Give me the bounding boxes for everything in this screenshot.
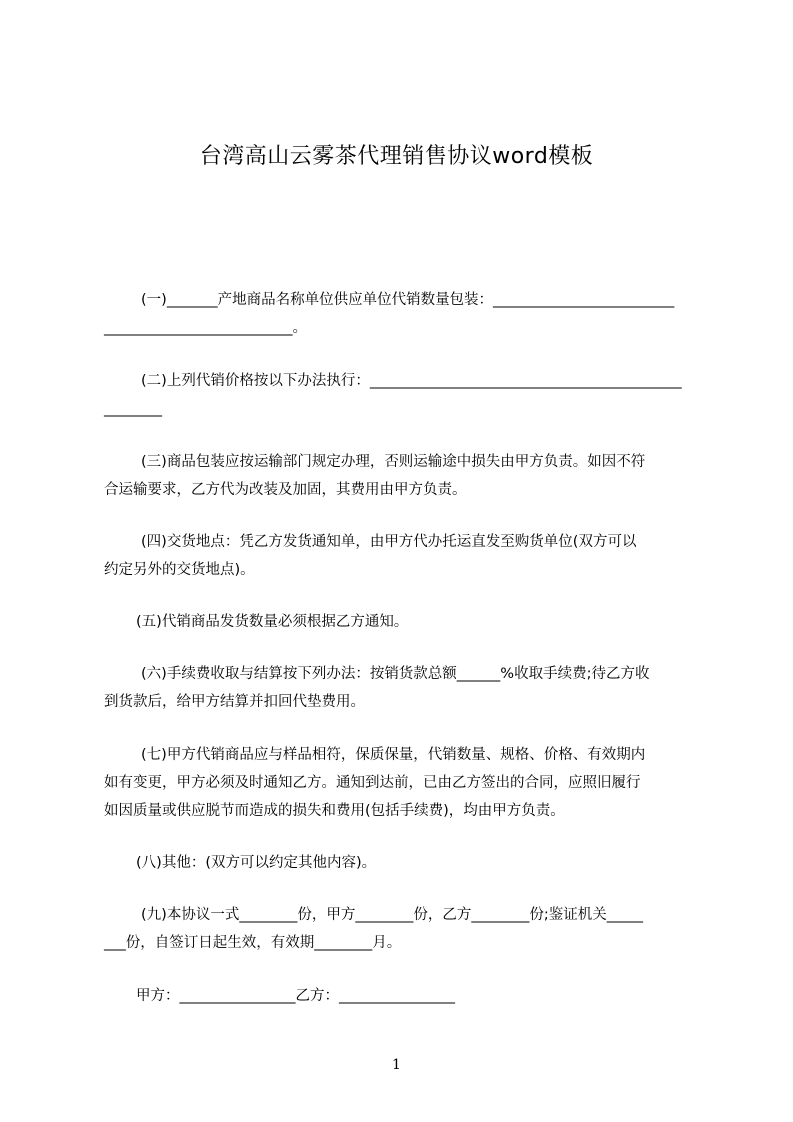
clause-3-line-1: (三)商品包装应按运输部门规定办理，否则运输途中损失由甲方负责。如因不符 xyxy=(141,454,646,470)
clause-8-line-1: (八)其他：(双方可以约定其他内容)。 xyxy=(136,855,377,871)
clause-6-line-2: 到货款后，给甲方结算并扣回代垫费用。 xyxy=(104,694,365,710)
clause-7-line-2: 如有变更，甲方必须及时通知乙方。通知到达前，已由乙方签出的合同，应照旧履行 xyxy=(104,775,641,791)
clause-4-line-2: 约定另外的交货地点)。 xyxy=(104,562,255,578)
document-title: 台湾高山云雾茶代理销售协议word模板 xyxy=(199,144,594,169)
clause-3-line-2: 合运输要求，乙方代为改装及加固，其费用由甲方负责。 xyxy=(104,482,467,498)
page-number: 1 xyxy=(392,1057,401,1073)
clause-7-line-1: (七)甲方代销商品应与样品相符，保质保量，代销数量、规格、价格、有效期内 xyxy=(141,747,646,763)
clause-1-line-1: (一)_______产地商品名称单位供应单位代销数量包装：_________________________ xyxy=(141,292,675,308)
clause-7-line-3: 如因质量或供应脱节而造成的损失和费用(包括手续费)，均由甲方负责。 xyxy=(104,803,565,819)
clause-1-line-2: __________________________。 xyxy=(104,320,307,336)
clause-2-line-1: (二)上列代销价格按以下办法执行：___________________________________________ xyxy=(141,373,682,389)
clause-4-line-1: (四)交货地点：凭乙方发货通知单，由甲方代办托运直发至购货单位(双方可以 xyxy=(141,534,637,550)
signature-line: 甲方：________________乙方：________________ xyxy=(136,988,455,1004)
clause-6-line-1: (六)手续费收取与结算按下列办法：按销货款总额______%收取手续费;待乙方收 xyxy=(141,666,650,682)
clause-5-line-1: (五)代销商品发货数量必须根据乙方通知。 xyxy=(136,614,409,630)
clause-9-line-1: (九)本协议一式________份，甲方________份，乙方________份;鉴证机关_____ xyxy=(141,907,643,923)
clause-9-line-2: ___份，自签订日起生效，有效期________月。 xyxy=(104,935,402,951)
clause-2-line-2: ________ xyxy=(104,401,162,417)
